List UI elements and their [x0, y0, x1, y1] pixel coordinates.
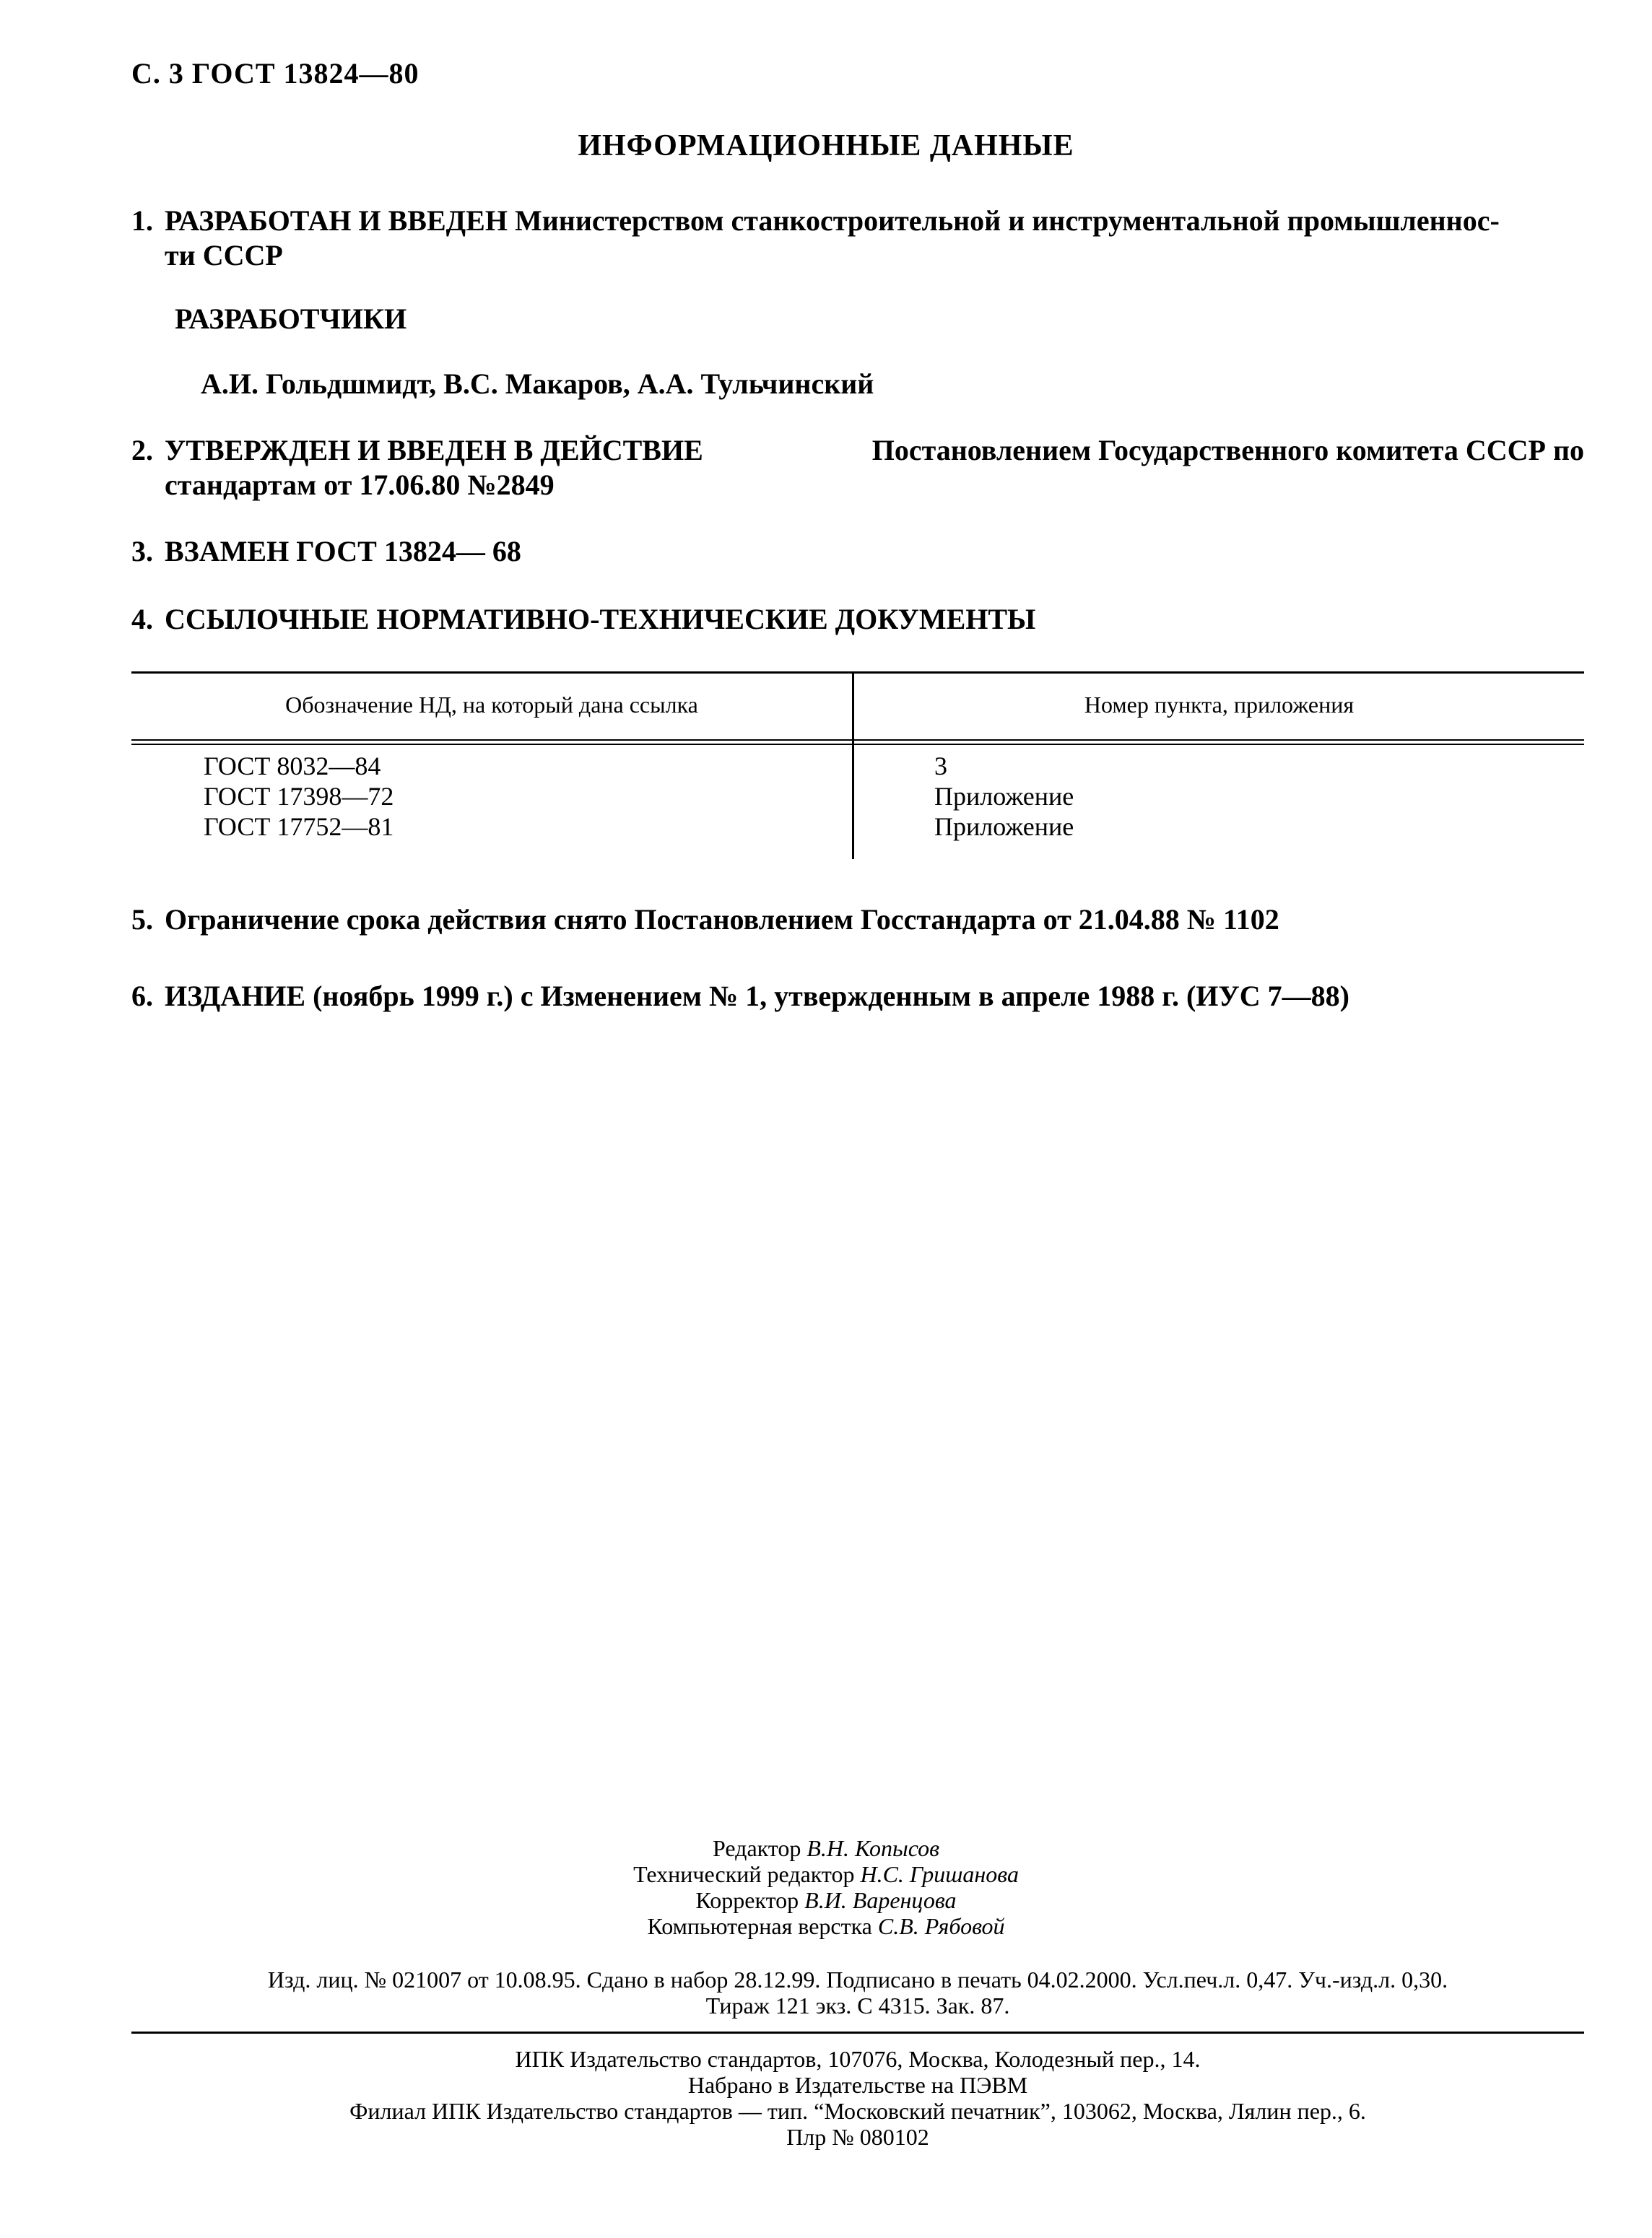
info-item-5	[131, 902, 1584, 937]
developers-label: РАЗРАБОТЧИКИ	[175, 302, 407, 335]
item-number: 2.	[131, 434, 153, 466]
table-cell: Приложение	[934, 782, 1074, 811]
item-text-continued: ти СССР	[165, 239, 283, 271]
item-text: Постановлением Государственного комитета СССР по	[871, 434, 1584, 466]
page-header: С. 3 ГОСТ 13824—80	[131, 57, 419, 90]
page-title: ИНФОРМАЦИОННЫЕ ДАННЫЕ	[578, 129, 1074, 162]
item-text: Министерством станкостроительной и инструментальной промышленнос-	[514, 204, 1500, 237]
item-text: ССЫЛОЧНЫЕ НОРМАТИВНО-ТЕХНИЧЕСКИЕ ДОКУМЕНТЫ	[165, 603, 1036, 635]
item-text-continued: стандартам от 17.06.80 №2849	[165, 469, 555, 501]
info-item-3	[131, 534, 1584, 569]
info-item-1	[131, 204, 1584, 273]
printer-line: Набрано в Издательстве на ПЭВМ	[687, 2072, 1028, 2098]
info-item-6	[131, 979, 1584, 1014]
item-number: 4.	[131, 603, 153, 635]
credit-tech-editor: Технический редактор Н.С. Гришанова	[633, 1861, 1019, 1887]
credit-editor: Редактор В.Н. Копысов	[713, 1835, 939, 1861]
table-header-rule	[131, 744, 1584, 745]
item-number: 1.	[131, 204, 153, 237]
table-row: ГОСТ 8032—84	[204, 752, 381, 780]
publication-line: Тираж 121 экз. С 4315. Зак. 87.	[705, 1993, 1010, 2019]
table-top-rule	[131, 671, 1584, 674]
table-cell: 3	[934, 752, 947, 780]
item-heading: РАЗРАБОТАН И ВВЕДЕН	[165, 204, 508, 237]
credit-corrector: Корректор В.И. Варенцова	[695, 1887, 957, 1913]
credit-layout: Компьютерная верстка С.В. Рябовой	[647, 1913, 1005, 1939]
table-header-rule	[131, 739, 1584, 741]
table-row: ГОСТ 17398—72	[204, 782, 394, 811]
table-row: ГОСТ 17752—81	[204, 812, 394, 841]
printer-info	[131, 2046, 1584, 2150]
item-number: 5.	[131, 903, 153, 936]
item-number: 6.	[131, 980, 153, 1012]
item-text: Ограничение срока действия снято Постановлением Госстандарта от 21.04.88 № 1102	[165, 903, 1279, 936]
printer-line: Филиал ИПК Издательство стандартов — тип. “Московский печатник”, 103062, Москва, Лялин пер., 6.	[349, 2098, 1366, 2124]
item-text: ИЗДАНИЕ (ноябрь 1999 г.) с Изменением № 1, утвержденным в апреле 1988 г. (ИУС 7—88)	[165, 980, 1349, 1012]
printer-line: Плр № 080102	[786, 2124, 929, 2150]
publication-line: Изд. лиц. № 021007 от 10.08.95. Сдано в набор 28.12.99. Подписано в печать 04.02.2000. Усл.печ.л. 0,47. Уч.-изд.л. 0,30.	[267, 1967, 1448, 1993]
printer-line: ИПК Издательство стандартов, 107076, Москва, Колодезный пер., 14.	[515, 2046, 1201, 2072]
credits-block	[0, 1835, 1652, 1939]
footer-divider	[131, 2032, 1584, 2034]
item-heading: УТВЕРЖДЕН И ВВЕДЕН В ДЕЙСТВИЕ	[165, 434, 703, 466]
item-text: ВЗАМЕН ГОСТ 13824— 68	[165, 535, 521, 567]
info-item-2	[131, 433, 1584, 502]
item-number: 3.	[131, 535, 153, 567]
table-header-ref: Номер пункта, приложения	[1084, 692, 1355, 718]
developers-list: А.И. Гольдшмидт, В.С. Макаров, А.А. Тульчинский	[201, 367, 874, 400]
table-header-doc: Обозначение НД, на который дана ссылка	[285, 692, 698, 718]
info-item-4	[131, 602, 1584, 637]
publication-info	[131, 1967, 1584, 2019]
reference-table	[131, 671, 1584, 859]
table-cell: Приложение	[934, 812, 1074, 841]
